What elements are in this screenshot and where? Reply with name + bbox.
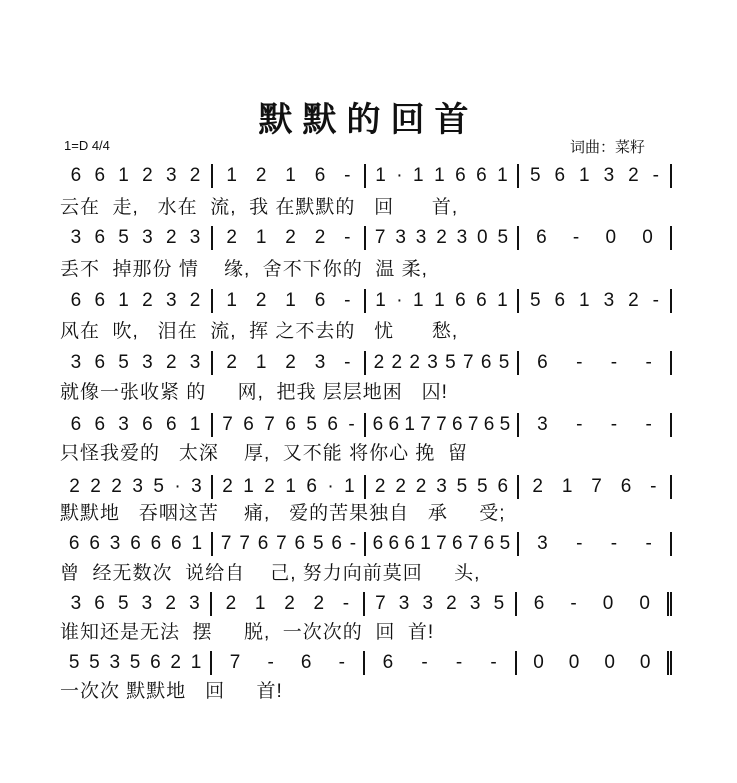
measure	[60, 351, 213, 375]
note: 7	[436, 533, 447, 554]
note: -	[344, 290, 351, 311]
note: -	[645, 352, 652, 373]
note: 7	[420, 414, 431, 435]
note: 1	[434, 165, 445, 186]
note: 1	[579, 290, 590, 311]
note: 7	[436, 414, 447, 435]
note: 5	[68, 652, 80, 673]
note: -	[645, 414, 652, 435]
measure	[517, 592, 672, 616]
note: 2	[314, 227, 326, 248]
note: 2	[532, 476, 543, 497]
lyric-line: 就像一张收紧 的 网, 把我 层层地困 囚!	[60, 382, 448, 403]
note: 6	[404, 533, 415, 554]
notation-line	[60, 412, 672, 438]
note: 2	[189, 290, 201, 311]
note: 1	[285, 290, 296, 311]
note: ·	[396, 290, 403, 311]
note: 6	[94, 414, 106, 435]
note: 6	[476, 165, 487, 186]
note: 6	[165, 414, 177, 435]
note: 5	[445, 352, 456, 373]
note: 6	[452, 414, 463, 435]
note: 3	[70, 352, 82, 373]
note: -	[576, 533, 583, 554]
note: 1	[255, 352, 267, 373]
note: 3	[141, 593, 153, 614]
note: 3	[118, 414, 129, 435]
note: 0	[477, 227, 488, 248]
notation-line	[60, 350, 672, 376]
measure	[519, 413, 672, 437]
note: 6	[452, 533, 463, 554]
measure	[519, 289, 672, 313]
notation-line	[60, 591, 672, 617]
note: 1	[189, 414, 201, 435]
note: 6	[327, 414, 338, 435]
notation-line	[60, 225, 672, 251]
note: 7	[276, 533, 287, 554]
note: 2	[446, 593, 457, 614]
note: -	[570, 593, 577, 614]
measure	[366, 532, 519, 556]
note: 2	[225, 593, 237, 614]
note: 7	[222, 414, 233, 435]
note: 3	[456, 227, 468, 248]
measure	[366, 413, 519, 437]
note: 6	[94, 227, 106, 248]
note: 7	[467, 533, 479, 554]
note: 3	[70, 227, 82, 248]
lyric-line: 谁知还是无法 摆 脱, 一次次的 回 首!	[60, 622, 435, 643]
note: 5	[529, 290, 541, 311]
note: -	[342, 593, 350, 614]
measure	[366, 351, 519, 375]
note: 6	[94, 352, 106, 373]
measure	[213, 226, 366, 250]
note: 2	[222, 476, 233, 497]
note: 6	[89, 533, 100, 554]
note: 2	[90, 476, 101, 497]
note: 5	[306, 414, 317, 435]
note: 5	[129, 652, 141, 673]
measure	[519, 475, 672, 499]
measure	[365, 651, 517, 675]
note: 7	[264, 414, 275, 435]
note: 3	[436, 476, 447, 497]
measure	[519, 226, 672, 250]
note: 7	[467, 414, 479, 435]
lyric-line: 默默地 吞咽这苦 痛, 爱的苦果独自 承 受;	[60, 503, 506, 524]
note: 6	[314, 165, 326, 186]
note: -	[344, 165, 351, 186]
note: ·	[174, 476, 181, 497]
note: -	[610, 533, 618, 554]
note: ·	[327, 476, 334, 497]
note: 3	[132, 476, 143, 497]
note: 7	[374, 227, 386, 248]
measure	[365, 592, 517, 616]
measure	[60, 475, 213, 499]
note: 0	[639, 593, 650, 614]
note: 3	[537, 414, 548, 435]
note: 1	[190, 652, 202, 673]
measure	[213, 289, 366, 313]
note: 1	[375, 290, 386, 311]
note: 3	[415, 227, 427, 248]
note: 3	[189, 227, 201, 248]
note: 2	[165, 352, 177, 373]
measure	[366, 226, 519, 250]
note: 6	[294, 533, 306, 554]
note: 3	[469, 593, 481, 614]
note: 3	[109, 652, 121, 673]
note: 1	[375, 165, 386, 186]
note: 6	[70, 290, 82, 311]
note: 6	[306, 476, 317, 497]
note: 5	[117, 593, 129, 614]
note: -	[645, 533, 652, 554]
note: 2	[374, 476, 386, 497]
note: 2	[255, 165, 267, 186]
measure	[366, 164, 519, 188]
note: 1	[561, 476, 573, 497]
notation-line	[60, 163, 672, 189]
note: 7	[463, 352, 474, 373]
measure	[60, 289, 213, 313]
measure	[60, 164, 213, 188]
key-signature: 1=D 4/4	[64, 138, 110, 153]
measure	[213, 475, 366, 499]
note: 6	[497, 476, 509, 497]
note: 5	[529, 165, 541, 186]
note: 1	[226, 165, 237, 186]
notation-line	[60, 288, 672, 314]
note: 2	[189, 165, 201, 186]
note: 6	[142, 414, 153, 435]
note: -	[344, 227, 351, 248]
note: 1	[579, 165, 590, 186]
note: 6	[243, 414, 254, 435]
note: 6	[94, 165, 106, 186]
measure	[366, 475, 519, 499]
note: 3	[189, 593, 200, 614]
note: 1	[434, 290, 445, 311]
note: 7	[239, 533, 250, 554]
note: 6	[285, 414, 296, 435]
note: -	[455, 652, 463, 673]
note: 3	[165, 165, 177, 186]
note: 5	[499, 414, 511, 435]
note: 5	[118, 227, 129, 248]
note: 6	[476, 290, 487, 311]
note: 6	[257, 533, 269, 554]
note: 1	[497, 290, 508, 311]
note: 2	[264, 476, 275, 497]
note: 6	[537, 352, 548, 373]
note: -	[572, 227, 580, 248]
note: 6	[150, 533, 162, 554]
note: 6	[331, 533, 342, 554]
note: 2	[284, 593, 295, 614]
note: 3	[189, 352, 201, 373]
note: 0	[604, 652, 615, 673]
note: 2	[165, 593, 176, 614]
note: 3	[70, 593, 82, 614]
note: -	[344, 352, 351, 373]
note: 1	[285, 476, 296, 497]
note: 3	[603, 165, 615, 186]
measure	[60, 413, 213, 437]
note: 6	[150, 652, 161, 673]
note: -	[576, 414, 583, 435]
notation-line	[60, 650, 672, 676]
measure	[212, 651, 364, 675]
note: 2	[391, 352, 403, 373]
note: 7	[229, 652, 241, 673]
note: 1	[413, 165, 424, 186]
measure	[213, 164, 366, 188]
notation-line	[60, 531, 672, 557]
lyric-line: 一次次 默默地 回 首!	[60, 681, 283, 702]
note: 6	[483, 533, 495, 554]
note: 2	[409, 352, 420, 373]
note: -	[490, 652, 497, 673]
measure	[213, 351, 366, 375]
note: ·	[396, 165, 403, 186]
note: 3	[191, 476, 202, 497]
note: -	[652, 290, 659, 311]
note: 3	[395, 227, 406, 248]
note: 6	[388, 533, 400, 554]
note: 3	[165, 290, 177, 311]
note: 6	[483, 414, 495, 435]
note: -	[650, 476, 657, 497]
note: 2	[285, 352, 296, 373]
lyric-line: 云在 走, 水在 流, 我 在默默的 回 首,	[60, 197, 459, 218]
note: 6	[455, 290, 466, 311]
measure	[519, 351, 672, 375]
note: 2	[226, 227, 237, 248]
note: 1	[404, 414, 415, 435]
measure	[60, 592, 212, 616]
note: 0	[605, 227, 617, 248]
note: 2	[628, 290, 639, 311]
note: 1	[497, 165, 508, 186]
note: 6	[388, 414, 400, 435]
measure	[519, 164, 672, 188]
note: 3	[109, 533, 121, 554]
lyric-line: 丢不 掉那份 情 缘, 舍不下你的 温 柔,	[60, 259, 428, 280]
note: 2	[628, 165, 639, 186]
note: 3	[603, 290, 615, 311]
note: 1	[344, 476, 355, 497]
note: 6	[94, 290, 106, 311]
measure	[212, 592, 364, 616]
note: 3	[142, 352, 153, 373]
note: 1	[118, 290, 129, 311]
lyric-line: 只怪我爱的 太深 厚, 又不能 将你心 挽 留	[60, 443, 468, 464]
note: 0	[533, 652, 544, 673]
note: 2	[255, 290, 267, 311]
note: 7	[591, 476, 602, 497]
note: 1	[285, 165, 296, 186]
note: 3	[422, 593, 434, 614]
note: -	[348, 414, 355, 435]
note: 6	[300, 652, 312, 673]
note: 3	[314, 352, 326, 373]
measure	[366, 289, 519, 313]
note: -	[338, 652, 345, 673]
note: 1	[413, 290, 424, 311]
note: 6	[554, 165, 566, 186]
note: 5	[118, 352, 129, 373]
note: 1	[191, 533, 203, 554]
note: 0	[642, 227, 653, 248]
note: 2	[436, 227, 447, 248]
note: 5	[89, 652, 100, 673]
author-credit: 词曲：菜籽	[570, 139, 646, 156]
note: 2	[226, 352, 237, 373]
note: 6	[314, 290, 326, 311]
lyric-line: 风在 吹, 泪在 流, 挥 之不去的 忧 愁,	[60, 321, 459, 342]
measure	[213, 532, 366, 556]
note: 6	[372, 414, 384, 435]
note: 6	[130, 533, 141, 554]
note: 5	[497, 227, 509, 248]
note: 1	[243, 476, 254, 497]
note: 3	[398, 593, 410, 614]
note: 5	[493, 593, 505, 614]
note: 2	[313, 593, 325, 614]
note: 6	[536, 227, 547, 248]
note: 6	[94, 593, 105, 614]
measure	[517, 651, 672, 675]
note: 0	[568, 652, 580, 673]
note: 5	[499, 533, 511, 554]
note: 3	[427, 352, 438, 373]
note: 6	[68, 533, 80, 554]
note: 6	[455, 165, 466, 186]
note: 1	[226, 290, 237, 311]
note: 7	[220, 533, 232, 554]
note: 1	[255, 227, 267, 248]
note: 5	[456, 476, 468, 497]
note: 5	[498, 352, 510, 373]
note: 5	[153, 476, 164, 497]
measure	[60, 651, 212, 675]
note: 2	[69, 476, 80, 497]
measure	[60, 226, 213, 250]
notation-line	[60, 474, 672, 500]
note: 0	[602, 593, 614, 614]
note: 2	[415, 476, 427, 497]
note: -	[652, 165, 659, 186]
note: 7	[375, 593, 386, 614]
measure	[60, 532, 213, 556]
note: 2	[165, 227, 177, 248]
note: 6	[533, 593, 545, 614]
note: 6	[70, 165, 82, 186]
note: 1	[420, 533, 431, 554]
note: 6	[620, 476, 632, 497]
note: -	[421, 652, 428, 673]
note: 2	[285, 227, 296, 248]
measure	[519, 532, 672, 556]
note: -	[610, 352, 618, 373]
note: 6	[480, 352, 492, 373]
note: 2	[170, 652, 181, 673]
note: -	[610, 414, 618, 435]
note: 6	[372, 533, 384, 554]
note: 6	[171, 533, 182, 554]
note: 3	[537, 533, 548, 554]
note: 1	[254, 593, 266, 614]
note: 2	[142, 165, 153, 186]
lyric-line: 曾 经无数次 说给自 己, 努力向前莫回 头,	[60, 563, 481, 584]
note: 1	[118, 165, 129, 186]
note: -	[349, 533, 357, 554]
note: 6	[70, 414, 82, 435]
note: -	[576, 352, 583, 373]
note: 0	[639, 652, 651, 673]
note: 2	[111, 476, 122, 497]
note: 6	[554, 290, 566, 311]
measure	[213, 413, 366, 437]
note: 5	[477, 476, 488, 497]
note: 3	[142, 227, 153, 248]
note: 5	[312, 533, 324, 554]
note: -	[267, 652, 274, 673]
note: 6	[382, 652, 394, 673]
note: 2	[373, 352, 385, 373]
note: 2	[395, 476, 406, 497]
song-title: 默默的回首	[258, 100, 479, 140]
note: 2	[142, 290, 153, 311]
